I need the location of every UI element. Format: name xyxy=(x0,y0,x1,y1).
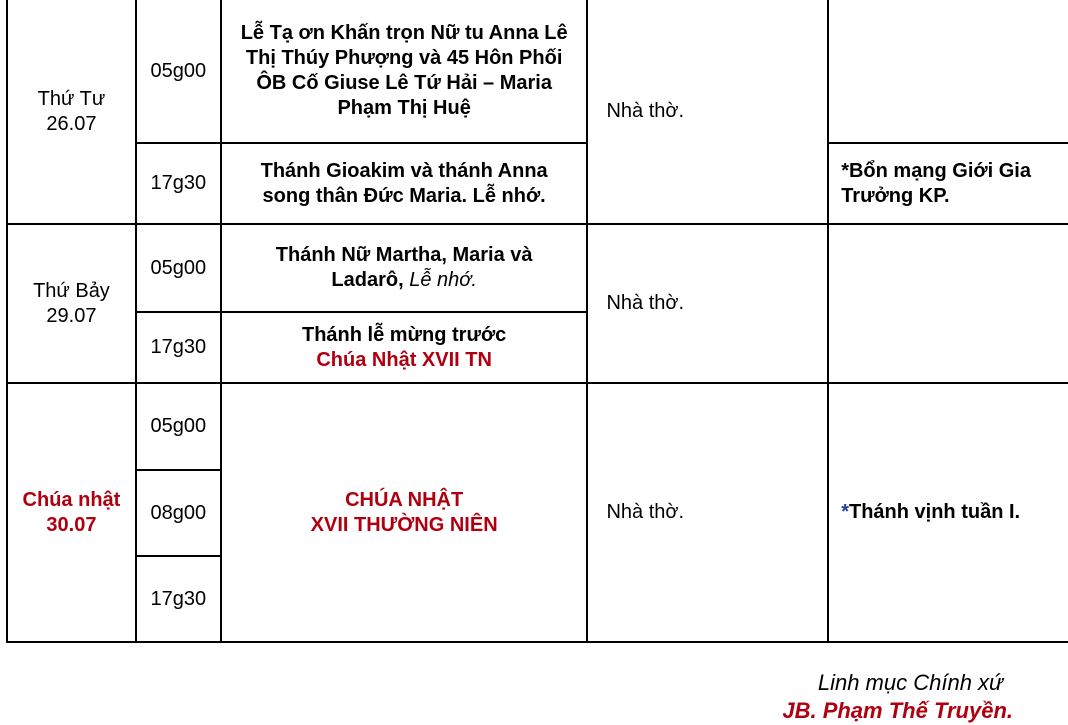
mass-title-italic: Lễ nhớ. xyxy=(409,269,477,291)
place-cell: Nhà thờ. xyxy=(587,0,828,224)
note-star: * xyxy=(841,501,849,523)
mass-title-line1: CHÚA NHẬT xyxy=(345,488,464,511)
day-cell xyxy=(7,383,136,642)
place-cell: Nhà thờ. xyxy=(587,224,828,383)
mass-title-red: Chúa Nhật XVII TN xyxy=(316,348,492,371)
day-cell xyxy=(7,224,136,383)
time-cell: 05g00 xyxy=(136,0,221,143)
mass-title xyxy=(221,224,588,312)
schedule-row xyxy=(7,0,1068,143)
time-cell: 17g30 xyxy=(136,312,221,383)
day-cell xyxy=(7,0,136,224)
day-date: 26.07 xyxy=(46,112,97,135)
time-cell: 05g00 xyxy=(136,224,221,312)
schedule-row xyxy=(7,383,1068,470)
signature-block xyxy=(782,669,1013,725)
schedule-table xyxy=(6,0,1068,643)
time-cell: 17g30 xyxy=(136,143,221,224)
note-cell xyxy=(828,0,1068,143)
mass-title: Lễ Tạ ơn Khấn trọn Nữ tu Anna Lê Thị Thúy Phượng và 45 Hôn Phối ÔB Cố Giuse Lê Tứ Hải – Maria Phạm Thị Huệ xyxy=(221,0,588,143)
day-date: 29.07 xyxy=(46,304,97,327)
day-date: 30.07 xyxy=(46,513,97,536)
schedule-row xyxy=(7,143,1068,224)
day-name: Thứ Bảy xyxy=(33,279,110,302)
mass-title-text: Thánh Nữ Martha, Maria và Ladarô, xyxy=(275,244,533,291)
note-cell xyxy=(828,383,1068,642)
place-cell: Nhà thờ. xyxy=(587,383,828,642)
time-cell: 08g00 xyxy=(136,470,221,556)
signature-title: Linh mục Chính xứ xyxy=(817,670,1003,695)
mass-title xyxy=(221,383,588,642)
schedule-row xyxy=(7,224,1068,312)
time-cell: 17g30 xyxy=(136,556,221,642)
day-name: Thứ Tư xyxy=(37,87,106,110)
mass-title-line2: XVII THƯỜNG NIÊN xyxy=(310,513,498,536)
mass-title xyxy=(221,312,588,383)
note-cell: *Bổn mạng Giới Gia Trưởng KP. xyxy=(828,143,1068,224)
mass-title: Thánh Gioakim và thánh Anna song thân Đức Maria. Lễ nhớ. xyxy=(221,143,588,224)
note-cell xyxy=(828,224,1068,383)
mass-title-text: Thánh lễ mừng trước xyxy=(301,323,507,346)
time-cell: 05g00 xyxy=(136,383,221,470)
day-name: Chúa nhật xyxy=(22,488,121,511)
note-text: Thánh vịnh tuần I. xyxy=(848,501,1021,523)
signature-name: JB. Phạm Thế Truyền. xyxy=(782,698,1013,723)
